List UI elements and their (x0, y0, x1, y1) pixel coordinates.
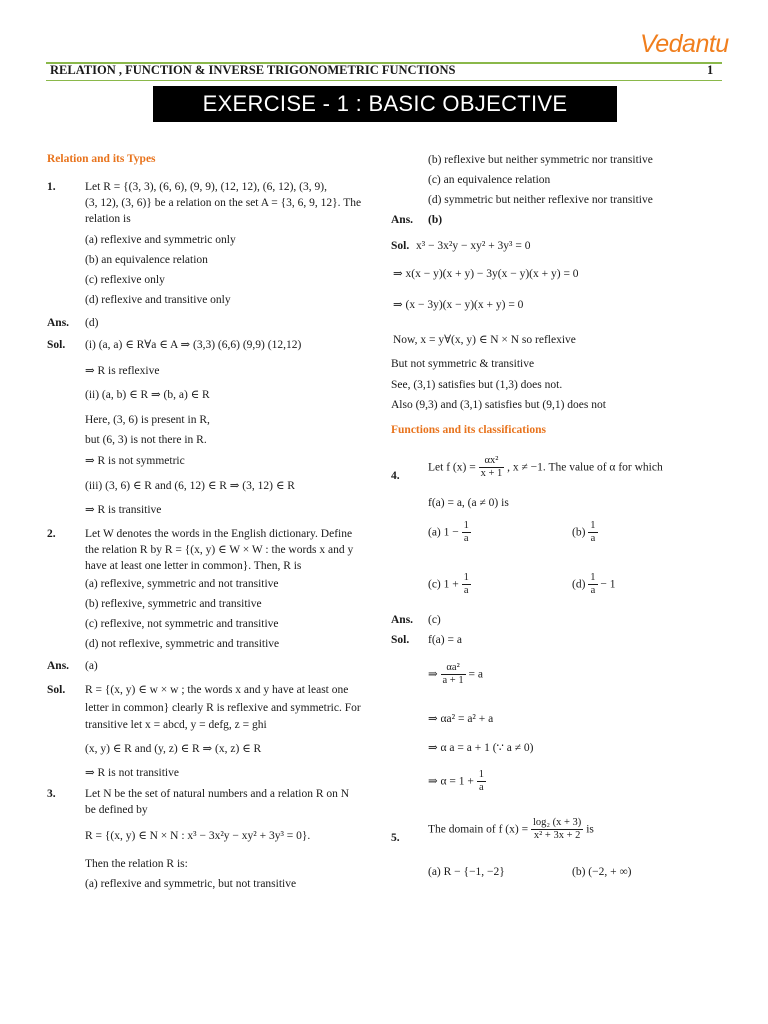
option: (b) reflexive but neither symmetric nor transitive (428, 154, 653, 166)
solution-label: Sol. (391, 634, 410, 646)
question-text-prefix: The domain of f (x) = (428, 823, 529, 836)
answer-label: Ans. (47, 660, 70, 672)
exercise-title: EXERCISE - 1 : BASIC OBJECTIVE QUESTIONS (153, 86, 617, 122)
solution-line: ⇒ R is reflexive (85, 365, 160, 377)
solution-label: Sol. (47, 339, 66, 351)
fraction-denominator: x + 1 (480, 468, 503, 479)
question-number: 2. (47, 528, 56, 540)
fraction (479, 455, 505, 480)
fraction-numerator: 1 (463, 572, 469, 583)
question-text: f(a) = a, (a ≠ 0) is (428, 497, 509, 509)
option: (d) symmetric but neither reflexive nor transitive (428, 194, 653, 206)
option: (a) reflexive, symmetric and not transitive (85, 578, 279, 590)
solution-line: letter in common} clearly R is reflexive and symmetric. For (85, 702, 361, 714)
fraction-denominator: a (463, 533, 469, 544)
option: (a) reflexive and symmetric only (85, 234, 236, 246)
vedantu-logo: Vedantu (640, 30, 729, 58)
fraction-denominator: a (463, 585, 469, 596)
question-text (428, 455, 663, 480)
answer-value: (b) (428, 214, 443, 226)
fraction (441, 662, 466, 687)
question-number: 1. (47, 181, 56, 193)
question-text: Let N be the set of natural numbers and a relation R on N (85, 788, 350, 800)
fraction-denominator: a (590, 585, 596, 596)
fraction-denominator: a + 1 (442, 675, 464, 686)
question-text: be defined by (85, 804, 148, 816)
question-text: Let W denotes the words in the English dictionary. Define (85, 528, 353, 540)
option-expr: 1 − (443, 526, 459, 539)
page-number: 1 (707, 63, 714, 77)
option: (d) not reflexive, symmetric and transitive (85, 638, 280, 650)
fraction-numerator: 1 (590, 520, 596, 531)
option (572, 572, 616, 597)
solution-line: ⇒ (x − 3y)(x − y)(x + y) = 0 (393, 299, 524, 311)
fraction-numerator: log₂ (x + 3) (532, 817, 582, 828)
option-label: (a) (428, 526, 441, 539)
question-number: 5. (391, 832, 400, 844)
chapter-title: RELATION , FUNCTION & INVERSE TRIGONOMETRIC FUNCTIONS (50, 63, 456, 77)
fraction-numerator: 1 (463, 520, 469, 531)
fraction-denominator: a (590, 533, 596, 544)
fraction (462, 572, 471, 597)
option (428, 520, 471, 545)
solution-line (428, 662, 483, 687)
fraction-denominator: a (479, 782, 484, 793)
equation-rhs: = a (468, 668, 483, 681)
solution-line: x³ − 3x²y − xy² + 3y³ = 0 (416, 240, 531, 252)
solution-label: Sol. (391, 240, 410, 252)
question-text (428, 817, 594, 842)
option: (b) (−2, + ∞) (572, 866, 632, 878)
section-heading: Relation and its Types (47, 153, 156, 165)
solution-line: but (6, 3) is not there in R. (85, 434, 207, 446)
solution-line: ⇒ x(x − y)(x + y) − 3y(x − y)(x + y) = 0 (393, 268, 579, 280)
fraction (588, 572, 597, 597)
solution-line: Now, x = y∀(x, y) ∈ N × N so reflexive (393, 334, 576, 346)
equation: R = {(x, y) ∈ N × N : x³ − 3x²y − xy² + 3y³ = 0}. (85, 830, 311, 842)
solution-line: Also (9,3) and (3,1) satisfies but (9,1) does not (391, 399, 606, 411)
question-text: Let R = {(3, 3), (6, 6), (9, 9), (12, 12), (6, 12), (3, 9), (85, 181, 327, 193)
solution-line: Here, (3, 6) is present in R, (85, 414, 210, 426)
answer-value: (d) (85, 317, 99, 329)
solution-line: But not symmetric & transitive (391, 358, 535, 370)
solution-line: ⇒ αa² = a² + a (428, 713, 494, 725)
solution-line: (x, y) ∈ R and (y, z) ∈ R ⇒ (x, z) ∈ R (85, 743, 262, 755)
option: (a) reflexive and symmetric, but not transitive (85, 878, 297, 890)
equation-lhs: ⇒ α = 1 + (428, 775, 474, 788)
solution-line: transitive let x = abcd, y = defg, z = ghi (85, 719, 267, 731)
fraction-numerator: 1 (590, 572, 596, 583)
question-text: the relation R by R = {(x, y) ∈ W × W : the words x and y (85, 544, 354, 556)
question-text-prefix: Let f (x) = (428, 461, 476, 474)
solution-line: (i) (a, a) ∈ R∀a ∈ A ⇒ (3,3) (6,6) (9,9) (12,12) (85, 339, 302, 351)
solution-line: See, (3,1) satisfies but (1,3) does not. (391, 379, 563, 391)
option (428, 572, 471, 597)
fraction-denominator: x² + 3x + 2 (533, 830, 581, 841)
solution-line: ⇒ R is not symmetric (85, 455, 185, 467)
answer-value: (a) (85, 660, 98, 672)
section-heading: Functions and its classifications (391, 424, 546, 436)
implies-symbol: ⇒ (428, 668, 438, 681)
option-label: (b) (572, 526, 586, 539)
answer-label: Ans. (391, 614, 414, 626)
option-expr: 1 + (443, 578, 459, 591)
option: (d) reflexive and transitive only (85, 294, 231, 306)
question-text-suffix: is (586, 823, 594, 836)
solution-line: (iii) (3, 6) ∈ R and (6, 12) ∈ R ⇒ (3, 12) ∈ R (85, 480, 295, 492)
option-label: (c) (428, 578, 441, 591)
solution-line: R = {(x, y) ∈ w × w ; the words x and y have at least one (85, 684, 349, 696)
option-label: (d) (572, 578, 586, 591)
question-text: Then the relation R is: (85, 858, 188, 870)
option-expr: − 1 (600, 578, 616, 591)
option (572, 520, 598, 545)
solution-line (428, 769, 486, 794)
question-text: (3, 12), (3, 6)} be a relation on the set A = {3, 6, 9, 12}. The (85, 197, 362, 209)
question-text: relation is (85, 213, 131, 225)
solution-line: ⇒ α a = a + 1 (∵ a ≠ 0) (428, 742, 534, 754)
option: (b) an equivalence relation (85, 254, 208, 266)
fraction (477, 769, 486, 794)
solution-line: f(a) = a (428, 634, 462, 646)
option: (c) reflexive, not symmetric and transitive (85, 618, 279, 630)
fraction (462, 520, 471, 545)
fraction (588, 520, 597, 545)
answer-label: Ans. (47, 317, 70, 329)
solution-line: (ii) (a, b) ∈ R ⇒ (b, a) ∈ R (85, 389, 210, 401)
question-number: 3. (47, 788, 56, 800)
option: (a) R − {−1, −2} (428, 866, 505, 878)
option: (c) reflexive only (85, 274, 165, 286)
answer-label: Ans. (391, 214, 414, 226)
option: (b) reflexive, symmetric and transitive (85, 598, 262, 610)
question-text-suffix: , x ≠ −1. The value of α for which (507, 461, 663, 474)
option: (c) an equivalence relation (428, 174, 551, 186)
fraction-numerator: αa² (441, 662, 466, 675)
question-text: have at least one letter in common}. Then, R is (85, 560, 302, 572)
question-number: 4. (391, 470, 400, 482)
fraction-numerator: αx² (479, 455, 505, 468)
solution-line: ⇒ R is not transitive (85, 767, 179, 779)
fraction-numerator: 1 (478, 769, 485, 780)
solution-line: ⇒ R is transitive (85, 504, 162, 516)
solution-label: Sol. (47, 684, 66, 696)
answer-value: (c) (428, 614, 441, 626)
fraction (531, 817, 583, 842)
